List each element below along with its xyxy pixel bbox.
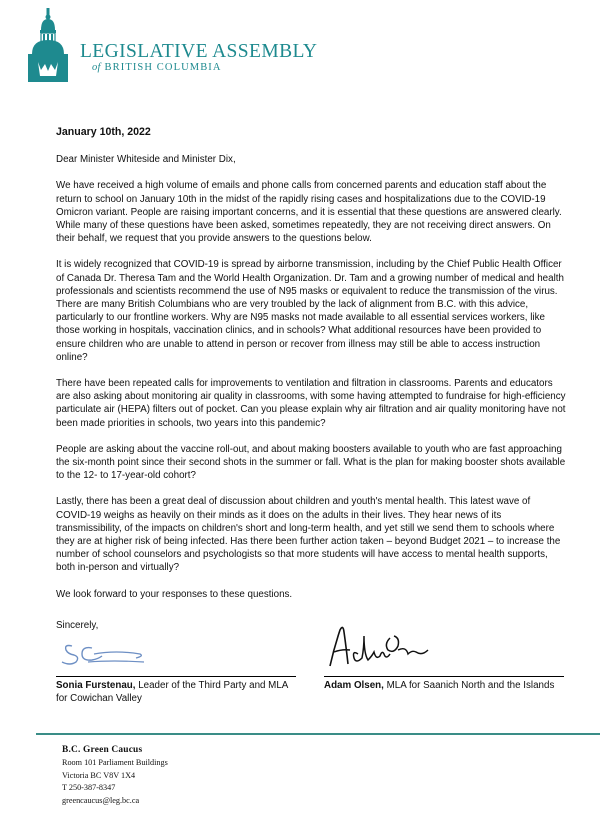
- footer-contact: [62, 744, 168, 808]
- letter-body: [56, 126, 566, 612]
- footer-divider: [36, 733, 600, 735]
- paragraph-2: It is widely recognized that COVID-19 is spread by airborne transmission, including by the Chief Public Health Officer of Canada Dr. Theresa Tam and the World Health Organization. Dr. Tam and a growing number of medical and health professionals and scientists recommend the use of N95 masks or equivalent to reduce the transmission of the virus. There are many British Columbians who are very troubled by the lack of alignment from B.C. with this advice, particularly to our frontline workers. Why are N95 masks not made available to all essential services workers, like those working in hospitals, vaccination clinics, and in schools? What additional resources have been provided to ensure children who are unable to attend in person or recover from illness may still be able to access instruction online?: [56, 259, 564, 363]
- signer-1-title: Leader of the Third Party and MLA for Cowichan Valley: [56, 680, 288, 705]
- paragraph-5: Lastly, there has been a great deal of discussion about children and youth's mental health. This latest wave of COVID-19 weighs as heavily on their minds as it does on the adults in their lives. They hear news of its transmissibility, of the impacts on children's short and long-term health, and yet still we send them to schools where they are at higher risk of being infected. Has there been further action taken – beyond Budget 2021 – to increase the number of school counselors and psychologists so that more students will have access to mental health supports, both in-person and virtually?: [56, 496, 561, 574]
- parliament-dome-crown-logo-icon: [22, 8, 74, 84]
- paragraph-1: We have received a high volume of emails and phone calls from concerned parents and education staff about the return to school on January 10th in the midst of the rapidly rising cases and hospitalizations due to the COVID-19 Omicron variant. People are raising important concerns, and it is essential that these questions are answered clearly. While many of these questions have been asked, sometimes repeatedly, they are not receiving direct answers. On their behalf, we request that you provide answers to the questions below.: [56, 180, 562, 245]
- closing-line: We look forward to your responses to these questions.: [56, 588, 293, 600]
- footer-address-line-2: Victoria BC V8V 1X4: [62, 770, 136, 780]
- handwritten-signature-ao-icon: [324, 620, 434, 672]
- signer-1-name: Sonia Furstenau,: [56, 680, 136, 691]
- footer-email[interactable]: greencaucus@leg.bc.ca: [62, 796, 140, 806]
- signer-2: [324, 679, 559, 692]
- signature-line-2: [324, 676, 564, 677]
- footer-address-line-1: Room 101 Parliament Buildings: [62, 757, 168, 767]
- org-subtitle-of: of: [92, 62, 101, 73]
- salutation: Dear Minister Whiteside and Minister Dix,: [56, 154, 236, 166]
- paragraph-4: People are asking about the vaccine roll-out, and about making boosters available to youth who are fast approaching the six-month point since their second shots in the summer or fall. What is the plan for making booster shots available to the 12- to 17-year-old cohort?: [56, 443, 566, 482]
- signature-line-1: [56, 676, 296, 677]
- sign-off: Sincerely,: [56, 620, 99, 631]
- signer-2-title: MLA for Saanich North and the Islands: [383, 680, 555, 691]
- org-name: LEGISLATIVE ASSEMBLY: [80, 41, 318, 62]
- paragraph-3: There have been repeated calls for improvements to ventilation and filtration in classrooms. Parents and educators are also asking about monitoring air quality in classrooms, with some having attempted to fundraise for high-efficiency particulate air (HEPA) filters out of pocket. Can you please explain why air filtration and air quality monitoring have not been made priorities in schools, two years into this pandemic?: [56, 378, 566, 429]
- signer-2-name: Adam Olsen,: [324, 680, 384, 691]
- org-subtitle-place: BRITISH COLUMBIA: [104, 62, 222, 73]
- footer-phone: T 250-387-8347: [62, 783, 116, 793]
- handwritten-signature-sf-icon: [58, 632, 148, 672]
- org-subtitle: [92, 62, 222, 73]
- signature-block: [56, 620, 576, 710]
- footer-org-name: B.C. Green Caucus: [62, 745, 143, 755]
- letter-date: January 10th, 2022: [56, 126, 151, 138]
- signer-1: [56, 679, 296, 706]
